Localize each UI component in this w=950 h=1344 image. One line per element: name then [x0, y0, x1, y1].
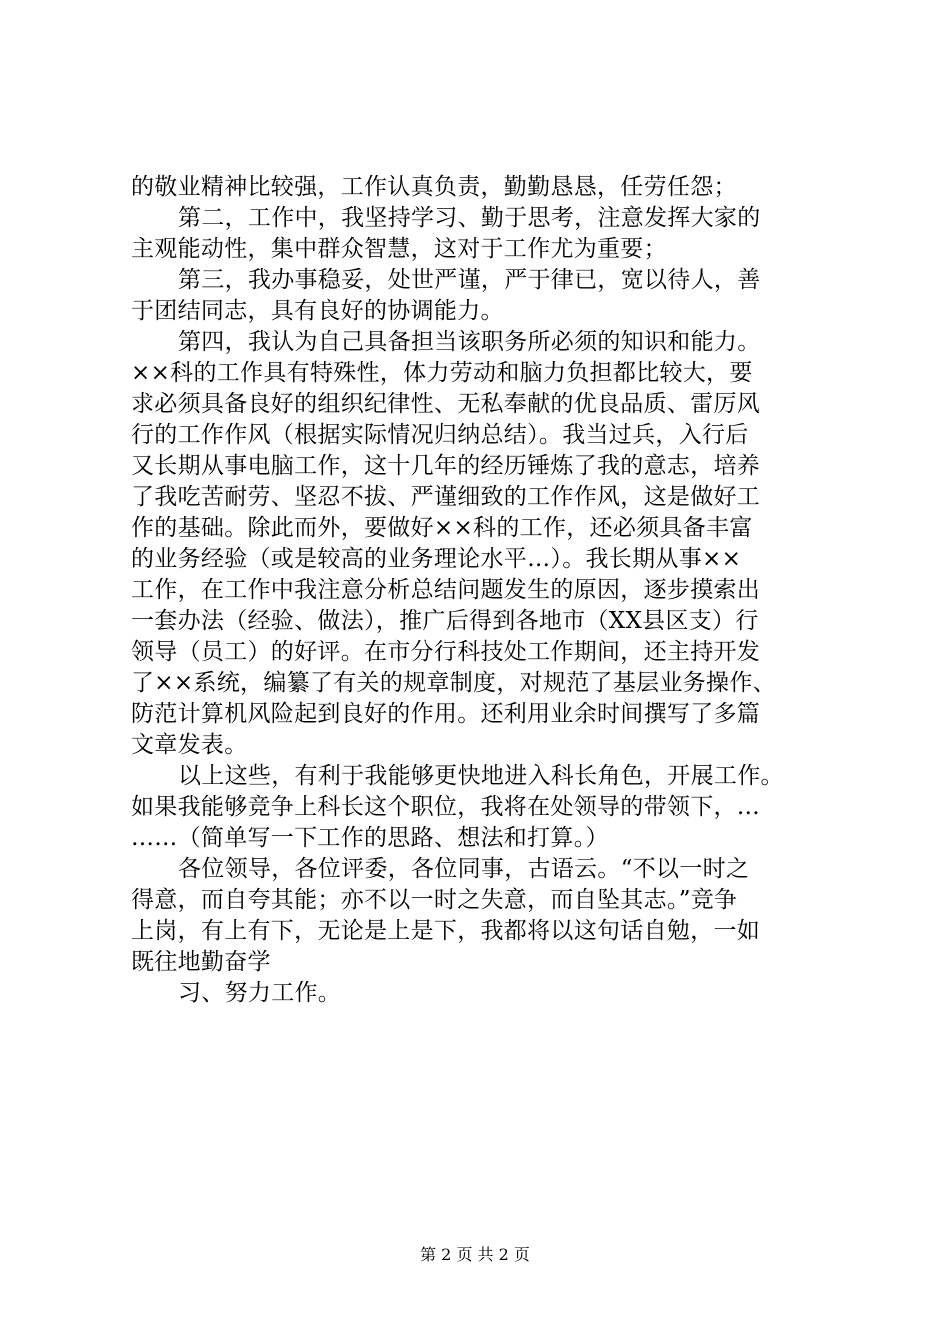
- text-line: 防范计算机风险起到良好的作用。还利用业余时间撰写了多篇: [131, 701, 761, 727]
- text-line: 上岗，有上有下，无论是上是下，我都将以这句话自勉，一如: [131, 918, 761, 944]
- text-line: 工作，在工作中我注意分析总结问题发生的原因，逐步摸索出: [131, 577, 761, 603]
- text-line: 作的基础。除此而外，要做好××科的工作，还必须具备丰富: [131, 515, 753, 541]
- text-line: 文章发表。: [131, 732, 248, 758]
- text-line: 第四，我认为自己具备担当该职务所必须的知识和能力。: [178, 329, 761, 355]
- text-line: 第三，我办事稳妥，处世严谨，严于律已，宽以待人，善: [178, 267, 761, 293]
- text-line: 主观能动性，集中群众智慧，这对于工作尤为重要；: [131, 236, 667, 262]
- text-line: ××科的工作具有特殊性，体力劳动和脑力负担都比较大，要: [131, 360, 753, 386]
- text-line: 如果我能够竞争上科长这个职位，我将在处领导的带领下，…: [131, 794, 761, 820]
- text-line: 第二，工作中，我坚持学习、勤于思考，注意发挥大家的: [178, 205, 761, 231]
- document-body: [131, 172, 831, 1009]
- text-line: 又长期从事电脑工作，这十几年的经历锤炼了我的意志，培养: [131, 453, 761, 479]
- text-line: 的敬业精神比较强，工作认真负责，勤勤恳恳，任劳任怨；: [131, 174, 737, 200]
- text-line: 习、努力工作。: [178, 980, 342, 1006]
- text-line: 的业务经验（或是较高的业务理论水平…）。我长期从事××: [131, 546, 742, 572]
- text-line: 得意，而自夸其能；亦不以一时之失意，而自坠其志。”竞争: [131, 887, 738, 913]
- text-line: 领导（员工）的好评。在市分行科技处工作期间，还主持开发: [131, 639, 761, 665]
- text-line: 了我吃苦耐劳、坚忍不拔、严谨细致的工作作风，这是做好工: [131, 484, 761, 510]
- text-line: 一套办法（经验、做法），推广后得到各地市（XX县区支）行: [131, 608, 759, 634]
- page-footer: 第 2 页 共 2 页: [420, 1245, 530, 1264]
- text-line: 于团结同志，具有良好的协调能力。: [131, 298, 504, 324]
- text-line: 行的工作作风（根据实际情况归纳总结）。我当过兵，入行后: [131, 422, 749, 448]
- text-line: 既往地勤奋学: [131, 949, 271, 975]
- text-line: 求必须具备良好的组织纪律性、无私奉献的优良品质、雷厉风: [131, 391, 761, 417]
- text-line: 各位领导，各位评委，各位同事，古语云。“不以一时之: [178, 856, 750, 882]
- text-line: 以上这些，有利于我能够更快地进入科长角色，开展工作。: [178, 763, 784, 789]
- text-line: 了××系统，编纂了有关的规章制度，对规范了基层业务操作、: [131, 670, 776, 696]
- text-line: ……（简单写一下工作的思路、想法和打算。）: [131, 825, 609, 851]
